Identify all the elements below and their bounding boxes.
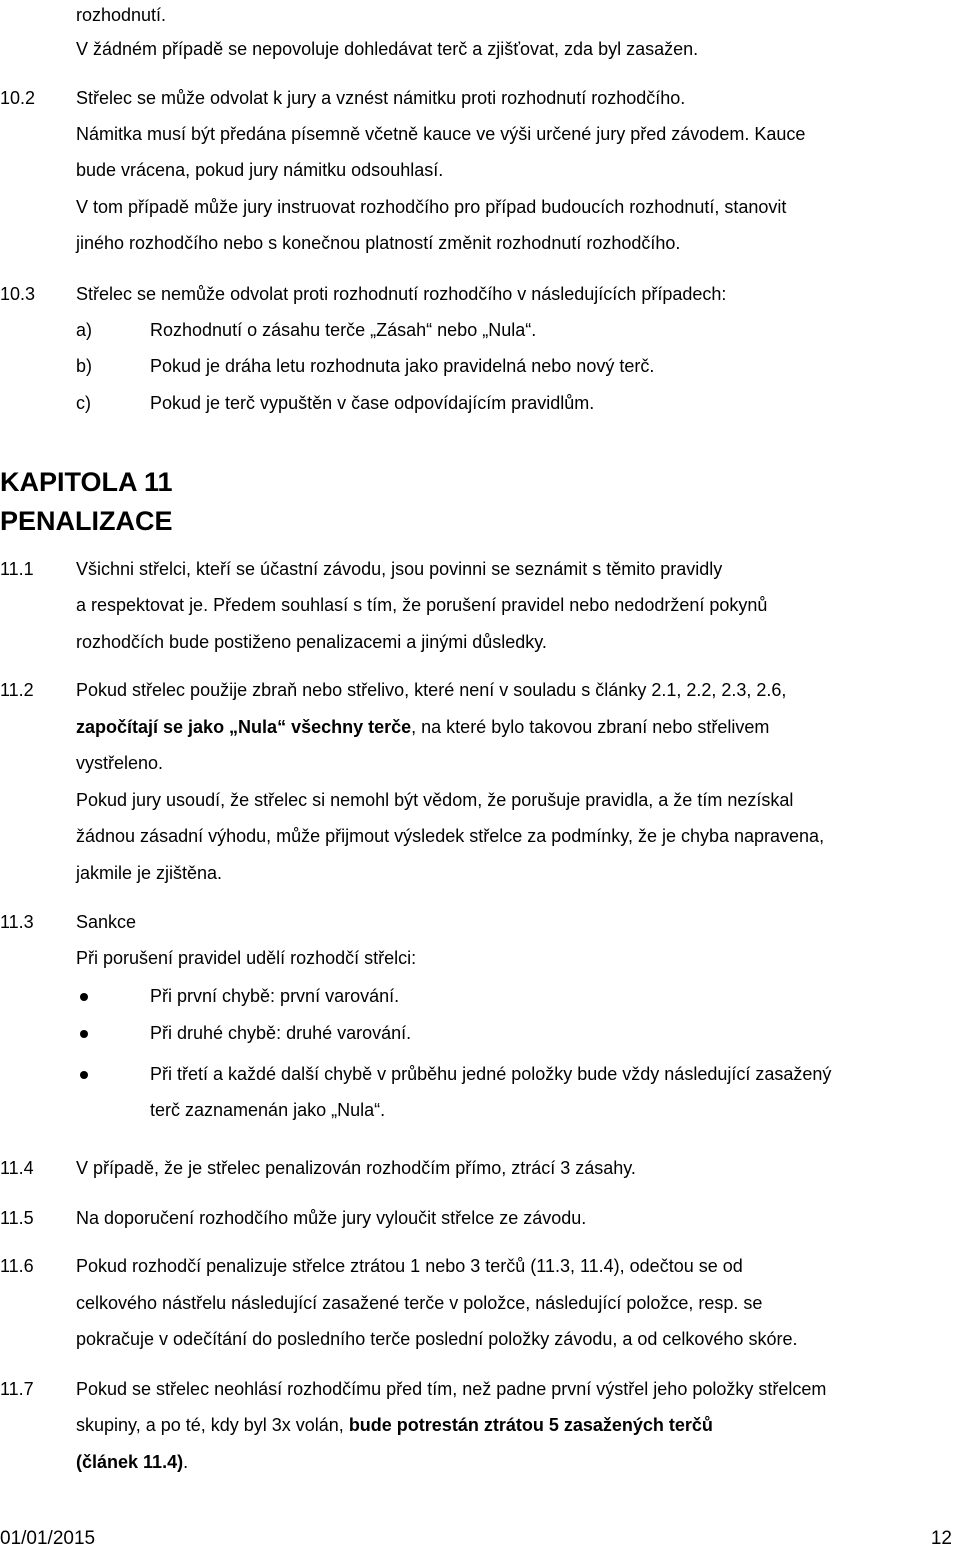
section-number: 11.4 [0, 1158, 34, 1178]
paragraph-line: bude vrácena, pokud jury námitku odsouhlasí. [76, 160, 444, 180]
emphasis-text: (článek 11.4) [76, 1452, 184, 1472]
paragraph-line: V tom případě může jury instruovat rozhodčího pro případ budoucích rozhodnutí, stanovit [76, 197, 787, 217]
paragraph-line: Při porušení pravidel udělí rozhodčí střelci: [76, 948, 417, 968]
list-label: a) [76, 320, 93, 340]
bullet-icon [80, 993, 88, 1001]
paragraph-line: vystřeleno. [76, 753, 164, 773]
paragraph-text: , na které bylo takovou zbraní nebo střelivem [411, 717, 770, 737]
paragraph-line: celkového nástřelu následující zasažené terče v položce, následující položce, resp. se [76, 1293, 763, 1313]
list-item: Pokud je terč vypuštěn v čase odpovídajícím pravidlům. [150, 393, 595, 413]
paragraph-line: jiného rozhodčího nebo s konečnou platností změnit rozhodnutí rozhodčího. [76, 233, 681, 253]
bullet-icon [80, 1030, 88, 1038]
section-number: 11.3 [0, 912, 34, 932]
paragraph-line: Pokud jury usoudí, že střelec si nemohl být vědom, že porušuje pravidla, a že tím nezískal [76, 790, 794, 810]
list-label: c) [76, 393, 91, 413]
chapter-heading: KAPITOLA 11 [0, 467, 173, 497]
paragraph-line: žádnou zásadní výhodu, může přijmout výsledek střelce za podmínky, že je chyba napravena, [76, 826, 825, 846]
bullet-icon [80, 1071, 88, 1079]
section-number: 11.7 [0, 1379, 34, 1399]
paragraph-line: jakmile je zjištěna. [76, 863, 223, 883]
section-number: 11.5 [0, 1208, 34, 1228]
section-number: 11.2 [0, 680, 34, 700]
page-number: 12 [930, 1528, 952, 1549]
list-item-continuation: terč zaznamenán jako „Nula“. [150, 1100, 386, 1120]
section-number: 11.1 [0, 559, 34, 579]
paragraph-line: rozhodnutí. [76, 5, 167, 25]
paragraph-line: pokračuje v odečítání do posledního terče poslední položky závodu, a od celkového skóre. [76, 1329, 798, 1349]
section-number: 10.2 [0, 88, 36, 108]
paragraph-line [76, 716, 769, 738]
list-item: Při třetí a každé další chybě v průběhu jedné položky bude vždy následující zasažený [150, 1064, 832, 1084]
emphasis-text: bude potrestán ztrátou 5 zasažených terčů [348, 1415, 713, 1435]
paragraph-line: a respektovat je. Předem souhlasí s tím, že porušení pravidel nebo nedodržení pokynů [76, 595, 768, 615]
paragraph-line: Pokud rozhodčí penalizuje střelce ztrátou 1 nebo 3 terčů (11.3, 11.4), odečtou se od [76, 1256, 743, 1276]
paragraph-text: skupiny, a po té, kdy byl 3x volán, [76, 1415, 349, 1435]
paragraph-line: Pokud střelec použije zbraň nebo střelivo, které není v souladu s články 2.1, 2.2, 2.3, 2.6, [76, 680, 787, 700]
section-number: 11.6 [0, 1256, 34, 1276]
chapter-title: PENALIZACE [0, 506, 173, 536]
paragraph-line: V případě, že je střelec penalizován rozhodčím přímo, ztrácí 3 zásahy. [76, 1158, 636, 1178]
paragraph-line: Všichni střelci, kteří se účastní závodu, jsou povinni se seznámit s těmito pravidly [76, 559, 723, 579]
paragraph-line: Střelec se nemůže odvolat proti rozhodnutí rozhodčího v následujících případech: [76, 284, 727, 304]
paragraph-text: . [183, 1452, 189, 1472]
list-item: Při druhé chybě: druhé varování. [150, 1023, 412, 1043]
paragraph-line: Námitka musí být předána písemně včetně kauce ve výši určené jury před závodem. Kauce [76, 124, 806, 144]
footer-date: 01/01/2015 [0, 1528, 96, 1549]
list-label: b) [76, 356, 93, 376]
list-item: Rozhodnutí o zásahu terče „Zásah“ nebo „Nula“. [150, 320, 537, 340]
paragraph-line: Střelec se může odvolat k jury a vznést námitku proti rozhodnutí rozhodčího. [76, 88, 686, 108]
list-item: Při první chybě: první varování. [150, 986, 400, 1006]
paragraph-line: Pokud se střelec neohlásí rozhodčímu před tím, než padne první výstřel jeho položky střelcem [76, 1379, 827, 1399]
list-item: Pokud je dráha letu rozhodnuta jako pravidelná nebo nový terč. [150, 356, 655, 376]
emphasis-text: započítají se jako „Nula“ všechny terče [76, 717, 412, 737]
paragraph-line [76, 1414, 713, 1436]
paragraph-line: rozhodčích bude postiženo penalizacemi a jinými důsledky. [76, 632, 547, 652]
section-number: 10.3 [0, 284, 36, 304]
paragraph-line: V žádném případě se nepovoluje dohledávat terč a zjišťovat, zda byl zasažen. [76, 39, 699, 59]
paragraph-line [76, 1451, 188, 1473]
section-title: Sankce [76, 912, 137, 932]
paragraph-line: Na doporučení rozhodčího může jury vyloučit střelce ze závodu. [76, 1208, 587, 1228]
